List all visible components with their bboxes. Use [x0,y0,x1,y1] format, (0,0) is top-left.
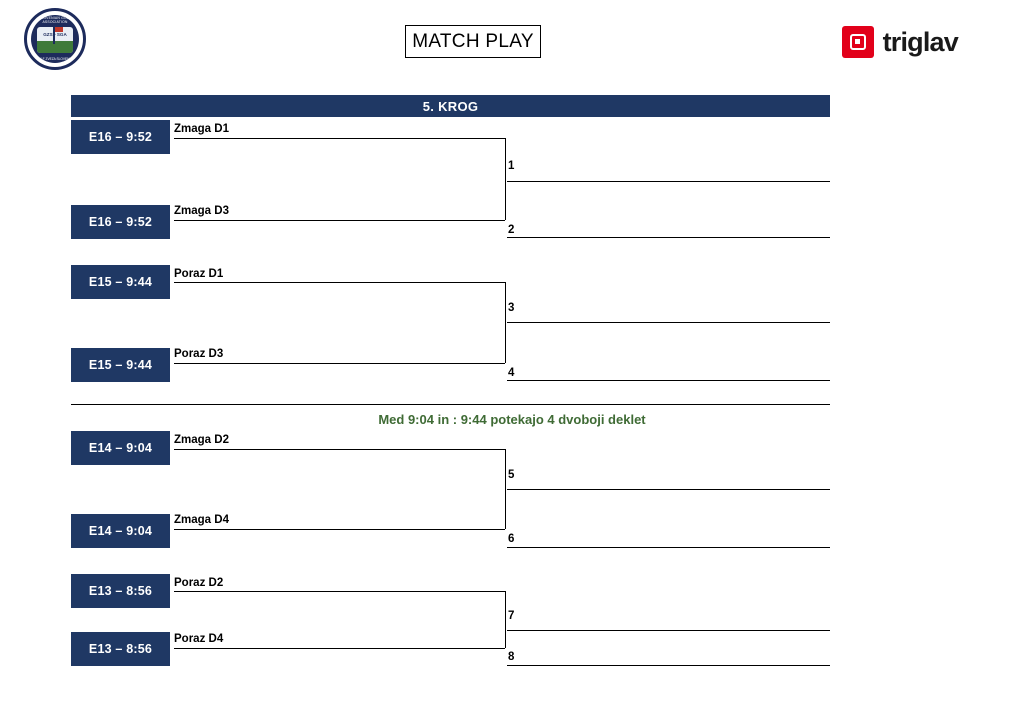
entrant-label: Zmaga D2 [174,434,229,446]
match-time-chip: E14 – 9:04 [71,514,170,548]
result-slot-line [507,237,830,238]
result-slot-number: 8 [508,651,515,663]
entrant-label: Poraz D2 [174,577,224,589]
bracket-line [174,220,505,221]
crest-bottom-text: GOLF ZVEZA SLOVENIJE [35,57,75,61]
bracket-connector [505,591,506,648]
crest-top-text: SLOVENIAN GOLF ASSOCIATION [38,16,72,24]
result-slot-number: 5 [508,469,515,481]
bracket-line [174,449,505,450]
round-title-banner: 5. KROG [71,95,830,117]
crest-mid-text: GZS • SGA [43,32,67,37]
result-slot-number: 3 [508,302,515,314]
bracket-line [174,529,505,530]
result-slot-line [507,630,830,631]
result-slot-line [507,665,830,666]
match-time-chip: E16 – 9:52 [71,205,170,239]
entrant-label: Zmaga D1 [174,123,229,135]
section-divider [71,404,830,405]
result-slot-line [507,547,830,548]
schedule-note: Med 9:04 in : 9:44 potekajo 4 dvoboji deklet [378,412,646,427]
result-slot-line [507,322,830,323]
result-slot-number: 7 [508,610,515,622]
bracket-connector [505,282,506,363]
result-slot-line [507,380,830,381]
bracket-line [174,363,505,364]
match-time-chip: E15 – 9:44 [71,348,170,382]
bracket-line [174,138,505,139]
sponsor-name: triglav [882,26,958,57]
entrant-label: Poraz D4 [174,633,224,645]
entrant-label: Zmaga D4 [174,514,229,526]
match-time-chip: E14 – 9:04 [71,431,170,465]
match-time-chip: E16 – 9:52 [71,120,170,154]
bracket-line [174,282,505,283]
result-slot-line [507,489,830,490]
match-time-chip: E13 – 8:56 [71,632,170,666]
result-slot-number: 6 [508,533,515,545]
bracket-connector [505,449,506,529]
result-slot-line [507,181,830,182]
page-title: MATCH PLAY [405,25,541,58]
entrant-label: Zmaga D3 [174,205,229,217]
bracket-line [174,648,505,649]
result-slot-number: 2 [508,224,515,236]
entrant-label: Poraz D1 [174,268,224,280]
entrant-label: Poraz D3 [174,348,224,360]
bracket-line [174,591,505,592]
result-slot-number: 4 [508,367,515,379]
result-slot-number: 1 [508,160,515,172]
bracket-connector [505,138,506,220]
match-time-chip: E13 – 8:56 [71,574,170,608]
match-time-chip: E15 – 9:44 [71,265,170,299]
